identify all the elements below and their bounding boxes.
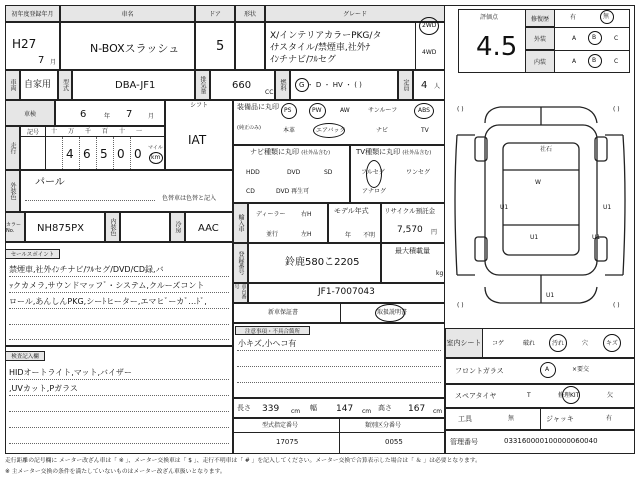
mileage-digit: 4 xyxy=(66,147,74,161)
diag-label-u1-mid: U1 xyxy=(530,234,539,241)
import-dealer: ディーラー xyxy=(256,211,286,218)
interior-color-cell xyxy=(120,212,170,242)
diag-label-shaseki: 社石 xyxy=(540,146,553,153)
diag-label-u1-bottom: U1 xyxy=(546,292,555,299)
docs-row xyxy=(233,303,445,323)
mileage-digit: 0 xyxy=(117,147,125,161)
max-load-label: 最大積載量 xyxy=(395,247,430,255)
plate-value: 鈴鹿580こ2205 xyxy=(285,257,360,268)
navi-dvd-play: DVD 再生可 xyxy=(276,188,310,195)
width-label: 幅 xyxy=(310,404,317,412)
ext-rank-b: B xyxy=(592,34,597,41)
tv-fullseg: フルセグ xyxy=(361,169,385,176)
model-year-unknown: 不明 xyxy=(363,232,376,239)
grade-line-1: X/インテリアカラーPKG/タ xyxy=(270,31,382,41)
car-name-header: 車名 xyxy=(60,5,195,22)
spare-label: スペアタイヤ xyxy=(455,392,497,400)
height-label: 高さ xyxy=(378,404,392,412)
height-unit: cm xyxy=(433,408,443,415)
seat-burn: コゲ xyxy=(492,340,505,347)
grade-header: グレード xyxy=(265,5,445,22)
reg-month-unit: 月 xyxy=(50,59,57,66)
jack-value: 有 xyxy=(606,415,613,422)
color-change-note: 色替車は色替と記入 xyxy=(162,195,217,202)
score-label: 評価点 xyxy=(480,14,499,21)
length-label: 長さ xyxy=(237,404,251,412)
import-right: 右H xyxy=(301,211,312,218)
equip-leather: 本革 xyxy=(283,127,296,134)
int-rank-c: C xyxy=(614,58,619,65)
diag-label-u1-mid-right: U1 xyxy=(592,234,601,241)
seat-label: 室内シート xyxy=(445,328,483,358)
doc-warranty: 新車保証書 xyxy=(268,309,299,316)
mileage-digit-label: 千 xyxy=(85,128,92,135)
shift-label: シフト xyxy=(190,102,209,109)
import-left: 左H xyxy=(301,231,312,238)
aircon-value: AAC xyxy=(198,223,219,234)
seat-scratch: キズ xyxy=(606,340,618,347)
height-value: 167 xyxy=(408,404,426,414)
tv-oneseg: ワンセグ xyxy=(406,169,431,176)
jack-label: ジャッキ xyxy=(546,415,574,423)
score-value: 4.5 xyxy=(476,32,518,62)
tools-value: 無 xyxy=(508,415,515,422)
equip-aw: AW xyxy=(340,107,350,114)
recycle-unit: 円 xyxy=(431,229,438,236)
interior-grade-label: 内装 xyxy=(525,50,555,73)
navi-dvd: DVD xyxy=(287,169,301,176)
sales-line-2: ｯクカメラ,サウンドマッフﾞ・システム,クルーズコント xyxy=(9,281,205,290)
inspection-header: 車検 xyxy=(5,100,55,126)
width-value: 147 xyxy=(336,404,354,414)
import-parallel: 並行 xyxy=(266,231,279,238)
displacement-header: 排気量 xyxy=(195,70,210,100)
length-unit: cm xyxy=(291,408,301,415)
mileage-digit-label: 百 xyxy=(102,128,109,135)
mileage-digit-label: 万 xyxy=(68,128,75,135)
inspector-label: 検査記入欄 xyxy=(5,351,45,361)
mileage-unit-km: km xyxy=(151,154,161,161)
import-cell xyxy=(248,203,328,243)
capacity-value: 4 xyxy=(421,80,428,91)
recycle-value: 7,570 xyxy=(397,225,423,235)
fuel-options: G ・ D ・ HV ・ ( ) xyxy=(299,81,362,89)
navi-label: ナビ種類に丸印 (社外品含む) xyxy=(250,148,331,156)
shape-header: 形状 xyxy=(235,5,265,22)
fuel-header: 燃料 xyxy=(275,70,290,100)
exterior-grade-label: 外装 xyxy=(525,27,555,50)
svg-text:( ): ( ) xyxy=(457,302,464,309)
reg-month: 7 xyxy=(38,55,45,66)
ext-rank-c: C xyxy=(614,35,619,42)
plate-header: 登録番号 xyxy=(233,243,248,283)
length-value: 339 xyxy=(262,404,280,414)
class-value: 0055 xyxy=(385,438,403,446)
navi-sd: SD xyxy=(324,169,333,176)
equip-abs: ABS xyxy=(418,107,430,114)
inspection-year: 6 xyxy=(80,109,87,120)
tv-analog: アナログ xyxy=(362,188,387,195)
model-header: 型式 xyxy=(58,70,72,100)
notes-text: 小キズ,小ヘコ有 xyxy=(238,339,297,348)
displacement-value: 660 xyxy=(232,80,252,91)
equip-airbag: エアバック xyxy=(316,127,346,134)
exterior-header: 外装色 xyxy=(5,170,20,212)
mileage-cell xyxy=(20,126,165,170)
tv-label: TV種類に丸印 (社外品含む) xyxy=(356,148,432,156)
usage-value: 自家用 xyxy=(24,80,52,90)
management-value: 033160000100000060040 xyxy=(504,437,598,445)
capacity-unit: 人 xyxy=(434,83,441,90)
reg-era: H27 xyxy=(12,37,37,51)
drive-4wd: 4WD xyxy=(422,49,437,56)
equip-navi: ナビ xyxy=(376,127,389,134)
inspector-line-2: ,UVカット,Pガラス xyxy=(9,384,78,393)
import-header: 輸入車 xyxy=(233,203,248,243)
color-code-header: カラー No. xyxy=(5,212,25,242)
displacement-unit: CC xyxy=(265,89,274,96)
inspection-month-unit: 月 xyxy=(148,113,155,120)
int-rank-b: B xyxy=(592,57,597,64)
navi-cd: CD xyxy=(246,188,255,195)
capacity-cell xyxy=(413,70,445,100)
svg-text:( ): ( ) xyxy=(613,106,620,113)
spare-none: 欠 xyxy=(607,392,614,399)
mileage-digit: 5 xyxy=(100,147,108,161)
repair-no: 無 xyxy=(603,13,610,20)
model-year-unit: 年 xyxy=(345,232,352,239)
max-load-unit: kg xyxy=(436,270,444,277)
svg-text:( ): ( ) xyxy=(457,106,464,113)
sales-line-3: ロール,あんしんPKG,シーﾄヒーター,エマヒﾞーカﾞ…ﾄﾞ, xyxy=(9,297,207,306)
grade-line-2: ｲﾅスタイル/禁煙車,社外ﾅ xyxy=(270,43,371,53)
mileage-digit: 0 xyxy=(134,147,142,161)
class-label: 類別区分番号 xyxy=(365,422,402,429)
width-unit: cm xyxy=(362,408,372,415)
glass-label: フロントガラス xyxy=(455,367,504,375)
mileage-digit-label: 一 xyxy=(136,128,143,135)
doc-manual: 取扱説明書 xyxy=(377,309,408,316)
shape-cell xyxy=(235,22,265,70)
mileage-digit: 6 xyxy=(83,147,91,161)
equipment-sub: (純正のみ) xyxy=(237,125,261,131)
equip-sunroof: サンルーフ xyxy=(368,107,398,114)
glass-replace: ×要交 xyxy=(572,366,590,373)
car-name: N-BOXスラッシュ xyxy=(90,42,180,55)
inspector-line-1: HIDオートライト,マット,バイザー xyxy=(9,368,133,377)
footer-line-1: 走行距離の記号欄に メーター改ざん車は「 ※ 」、メーター交換車は「 $ 」、走行不明車は「 # 」を記入してください。メーター交換で合算表示した場合は「 ＆ 」は必要となります。 xyxy=(5,458,481,464)
capacity-header: 定員 xyxy=(398,70,413,100)
designation-label: 型式指定番号 xyxy=(262,422,299,429)
inspector-box xyxy=(5,346,233,454)
mileage-digit-label: 十 xyxy=(51,128,58,135)
diag-label-u1-right: U1 xyxy=(603,204,612,211)
exterior-value: パール xyxy=(35,177,65,188)
diag-label-u1-left: U1 xyxy=(500,204,509,211)
glass-a: A xyxy=(545,366,550,373)
inspection-month: 7 xyxy=(126,109,133,120)
navi-hdd: HDD xyxy=(246,169,260,176)
designation-value: 17075 xyxy=(276,438,299,446)
ext-rank-a: A xyxy=(572,35,577,42)
equipment-label: 装備品に丸印 xyxy=(237,103,279,111)
usage-header: 車両 xyxy=(5,70,20,100)
mileage-unit-mile: マイル xyxy=(148,145,163,151)
svg-text:( ): ( ) xyxy=(613,302,620,309)
door-header: ドア xyxy=(195,5,235,22)
footer-line-2: ※ 主メーター交換の条件を満たしていないものはメーター改ざん車扱いとなります。 xyxy=(5,469,226,475)
mileage-header: 走行 xyxy=(5,126,20,170)
repair-label: 修復歴 xyxy=(525,9,555,27)
interior-color-header: 内装色 xyxy=(105,212,120,242)
recycle-label: リサイクル預託金 xyxy=(384,207,436,215)
equip-pw: PW xyxy=(312,107,322,114)
management-label: 管理番号 xyxy=(450,438,478,446)
reg-date-header: 初年度登録年月 xyxy=(5,5,60,22)
seat-stain: 汚れ xyxy=(552,340,565,347)
color-code-value: NH875PX xyxy=(37,223,84,234)
equip-ps: PS xyxy=(284,107,292,114)
equip-tv: TV xyxy=(421,127,429,134)
door-cell xyxy=(195,22,235,70)
inspection-year-unit: 年 xyxy=(104,113,111,120)
model-year-label: モデル年式 xyxy=(334,207,369,215)
door-count: 5 xyxy=(216,39,225,54)
mileage-digit-label: 十 xyxy=(119,128,126,135)
notes-label: 注意事項・不具合箇所 xyxy=(235,326,310,335)
drive-2wd: 2WD xyxy=(422,22,437,29)
grade-line-3: ｲﾝチナビ/ﾌﾙセグ xyxy=(270,55,337,65)
int-rank-a: A xyxy=(572,58,577,65)
sales-point-label: セールスポイント xyxy=(5,249,60,259)
model-value: DBA-JF1 xyxy=(115,80,156,91)
spare-t: T xyxy=(527,392,531,399)
shift-value: IAT xyxy=(188,133,207,147)
chassis-header: 車台番号 xyxy=(233,283,248,303)
tools-label: 工具 xyxy=(458,415,472,423)
mileage-sub-label: 記号 xyxy=(27,129,40,136)
spare-kit: 修理KIT xyxy=(558,392,580,399)
seat-tear: 破れ xyxy=(523,340,536,347)
seat-hole: 穴 xyxy=(582,340,589,347)
diag-label-w: W xyxy=(535,179,541,186)
sales-line-1: 禁煙車,社外ｲﾝチナビ/ﾌﾙセグ/DVD/CD録,バ xyxy=(9,265,164,274)
chassis-value: JF1-7007043 xyxy=(318,287,375,297)
repair-yes: 有 xyxy=(570,14,577,21)
aircon-header: 冷房 xyxy=(170,212,185,242)
